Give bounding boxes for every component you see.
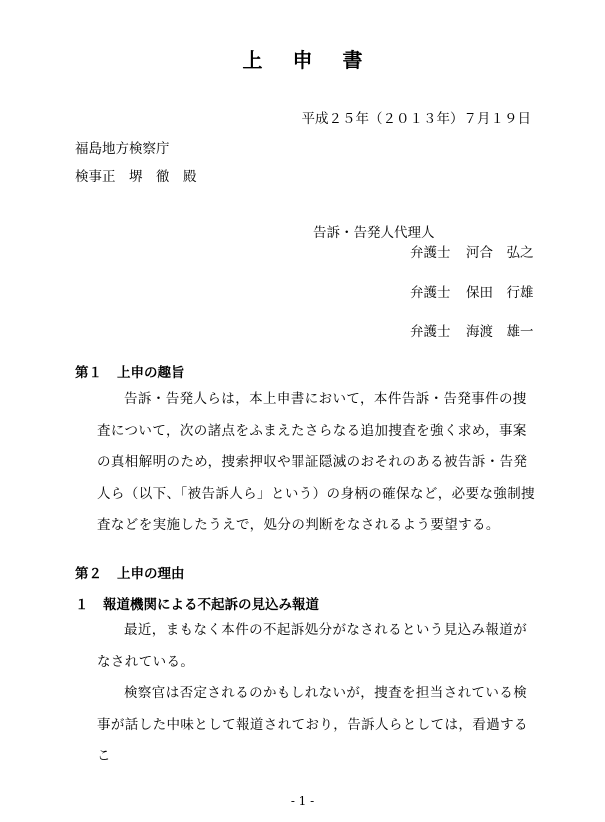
lawyer-role: 弁護士 xyxy=(410,324,451,340)
lawyer-entry xyxy=(410,241,534,261)
lawyer-name: 海渡 雄一 xyxy=(466,324,534,340)
body-paragraph: 最近，まもなく本件の不起訴処分がなされるという見込み報道がなされている。 xyxy=(97,622,528,670)
section-number: 第２ xyxy=(75,566,102,582)
representatives-heading: 告訴・告発人代理人 xyxy=(313,225,435,241)
section-body-paragraph: 告訴・告発人らは，本上申書において，本件告訴・告発事件の捜査について，次の諸点をふまえたさらなる追加捜査を強く求め，事案の真相解明のため，捜索押収や罪証隠滅のおそれのある被告訴・告発人ら（以下、「被告訴人ら」という）の身柄の確保など，必要な強制捜査などを実施したうえで，処分の判断をなされるよう要望する。 xyxy=(97,391,536,533)
lawyer-entry xyxy=(410,320,534,340)
section-heading xyxy=(75,361,185,381)
section-title: 上申の趣旨 xyxy=(117,365,185,381)
section-number: 第１ xyxy=(75,365,102,381)
body-paragraph: 検察官は否定されるのかもしれないが，捜査を担当されている検事が話した中味として報道されており，告訴人らとしては，看過するこ xyxy=(97,685,528,764)
lawyer-role: 弁護士 xyxy=(410,285,451,301)
document-title: 上申書 xyxy=(242,48,393,72)
lawyer-entry xyxy=(410,281,534,301)
subsection-heading xyxy=(75,593,319,613)
subsection-title: 報道機関による不起訴の見込み報道 xyxy=(103,597,319,613)
section-title: 上申の理由 xyxy=(117,566,185,582)
subsection-number: １ xyxy=(75,597,89,613)
document-date: 平成２５年（２０１３年）７月１９日 xyxy=(301,111,531,127)
lawyer-role: 弁護士 xyxy=(410,245,451,261)
page-number: - 1 - xyxy=(290,794,315,808)
section-heading xyxy=(75,562,185,582)
addressee-person: 検事正 堺 徹 殿 xyxy=(75,169,197,185)
addressee-office: 福島地方検察庁 xyxy=(75,141,170,157)
lawyer-name: 河合 弘之 xyxy=(466,245,534,261)
lawyer-name: 保田 行雄 xyxy=(466,285,534,301)
